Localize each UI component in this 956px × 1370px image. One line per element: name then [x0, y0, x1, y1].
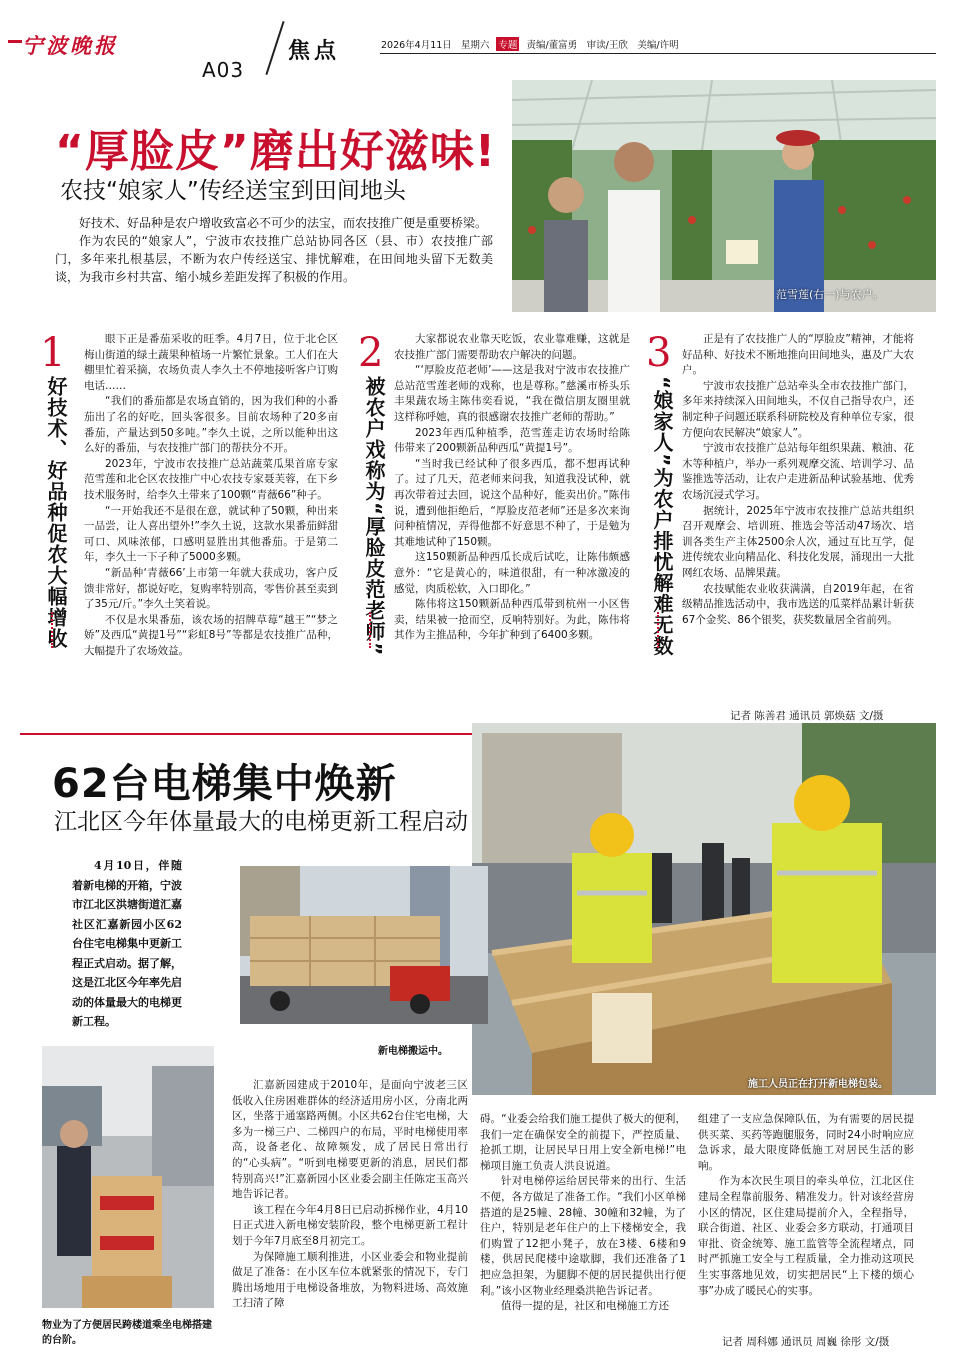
heading-dotted-rule — [355, 612, 371, 648]
body-paragraph: “‘厚脸皮范老师’——这是我对宁波市农技推广总站范雪莲老师的戏称，也是尊称。”慈溪市桥头乐丰果蔬农场主陈伟奕看说，“我在微信朋友圈里就这样称呼她，真的很感谢农技推广老师的帮助。” — [394, 364, 630, 423]
stairs-photo-caption: 物业为了方便居民跨楼道乘坐电梯搭建的台阶。 — [42, 1320, 212, 1346]
section-number: 2 — [358, 330, 384, 376]
lead-paragraph: 好技术、好品种是农户增收致富必不可少的法宝，而农技推广便是重要桥梁。 — [79, 216, 488, 230]
truck-photo-caption: 新电梯搬运中。 — [378, 1046, 448, 1057]
section-body — [84, 332, 338, 659]
body-paragraph: 作为本次民生项目的牵头单位，江北区住建局全程靠前服务、精准发力。针对该经营房小区的情况，区住建局提前介入，全程指导，联合街道、社区、业委会多方联动，打通项目审批、资金统筹、施工监管等全流程堵点，同时严抓施工安全与工程质量，全力推动这项民生实事落地见效，切实把居民“上下楼的烦心事”办成了暖民心的实事。 — [698, 1175, 914, 1297]
body-paragraph: 大家都说农业靠天吃饭，农业靠难赚，这就是农技推广部门需要帮助农户解决的问题。 — [394, 333, 630, 361]
body-paragraph: 组建了一支应急保障队伍，为有需要的居民提供买菜、买药等跑腿服务，同时24小时响应应急诉求，最大限度降低施工对居民生活的影响。 — [698, 1113, 914, 1172]
section-body — [682, 332, 914, 628]
body-paragraph: “新品种‘青薇66’上市第一年就大获成功，客户反馈非常好，都说好吃，复购率特别高，零售价甚至卖到了35元/斤。”李久土笑着说。 — [84, 566, 338, 611]
body-paragraph: 据统计，2025年宁波市农技推广总站共组织召开观摩会、培训班、推选会等活动47场次、培训各类生产主体2500余人次，通过互比互学，促进传统农业向精品化、科技化发展，涌现出一大批网红农场、品牌果蔬。 — [682, 504, 914, 579]
story2-byline: 记者 周科娜 通讯员 周巍 徐彤 文/摄 — [722, 1336, 890, 1348]
heading-dotted-rule — [643, 612, 659, 648]
stairs-photo — [42, 1046, 214, 1308]
greenhouse-photo-caption: 范雪莲(右一)与农户。 — [776, 288, 884, 301]
body-paragraph: 该工程在今年4月8日已启动拆梯作业，4月10日正式进入新电梯安装阶段，整个电梯更新工程计划于今年7月底至8月初完工。 — [232, 1203, 468, 1247]
header-info — [381, 37, 679, 51]
story2-lead: 4月10日，伴随着新电梯的开箱，宁波市江北区洪塘街道汇嘉社区汇嘉新园小区62台住宅电梯集中更新工程正式启动。据了解，这是江北区今年率先启动的体量最大的电梯更新工程。 — [72, 859, 182, 1028]
body-paragraph: “当时我已经试种了很多西瓜，都不想再试种了。过了几天，范老师来问我，知道我没试种，就再次带着过去回，说这个品种好，能卖出价。”陈伟说，遭到他拒绝后，“厚脸皮范老师”还是多次来询问种植情况，弄得他都不好意思不种了，于是勉为其难地试种了150颗。 — [394, 457, 630, 548]
body-paragraph: 眼下正是番茄采收的旺季。4月7日，位于北仑区梅山街道的绿土蔬果种植场一片繁忙景象。工人们在大棚里忙着采摘，农场负责人李久土不停地接听客户订购电话…… — [84, 333, 338, 392]
section-heading: “娘家人”为农户排忧解难无数 — [650, 376, 674, 657]
issue-date: 2026年4月11日 — [381, 40, 452, 51]
editor-line: 责编/董富勇 审读/王欣 美编/许明 — [526, 40, 679, 51]
body-paragraph: 宁波市农技推广总站每年组织果蔬、粮油、花木等种植户，举办一系列观摩交流、培训学习、品鉴推选等活动，让农户走进新品种试验基地、优秀农场沉浸式学习。 — [682, 442, 914, 501]
story2-column — [480, 1112, 686, 1315]
story2-subtitle: 江北区今年体量最大的电梯更新工程启动 — [54, 809, 468, 835]
body-paragraph: 农技赋能农业收获满满，自2019年起，在省级精品推选活动中，我市选送的瓜菜样品累计斩获67个金奖、86个银奖，获奖数量居全省前列。 — [682, 582, 914, 626]
body-paragraph: 汇嘉新园建成于2010年，是面向宁波老三区低收入住房困难群体的经济适用房小区，分南北两区，坐落于通塞路两侧。小区共62台住宅电梯，大多为一梯三户、二梯四户的布局，平时电梯使用率高，设备老化、故障频发，成了居民日常出行的“心头病”。“听到电梯要更新的消息，居民们都特别高兴!”汇嘉新园小区业委会副主任陈定玉高兴地告诉记者。 — [232, 1079, 468, 1201]
lead-paragraph: 作为农民的“娘家人”，宁波市农技推广总站协同各区（县、市）农技推广部门，多年来扎根基层，不断为农户传经送宝、排忧解难，在田间地头留下无数美谈，为我市乡村共富、缩小城乡差距发挥了积极的作用。 — [55, 234, 493, 284]
section-body — [394, 332, 630, 644]
story2-title: 62台电梯集中焕新 — [52, 761, 397, 807]
body-paragraph: 2023年，宁波市农技推广总站蔬菜瓜果首席专家范雪莲和北仑区农技推广中心农技专家聂芙蓉，在下乡技术服务时，给李久土带来了100颗“青薇66”种子。 — [84, 457, 338, 501]
body-paragraph: 碍。“业委会给我们施工提供了极大的便利，我们一定在确保安全的前提下，严控质量、抢抓工期，让居民早日用上安全新电梯!”电梯项目施工负责人洪良说道。 — [480, 1113, 686, 1172]
body-paragraph: 这150颗新品种西瓜长成后试吃，让陈伟颇感意外：“它是黄心的，味道很甜，有一种冰激凌的感觉，肉质松软，入口即化。” — [394, 551, 630, 595]
section-heading: 被农户戏称为“厚脸皮范老师” — [362, 376, 386, 657]
story1-title: “厚脸皮”磨出好滋味! — [55, 126, 496, 177]
workers-photo — [472, 723, 936, 1095]
workers-photo-caption: 施工人员正在打开新电梯包装。 — [748, 1079, 888, 1090]
greenhouse-photo — [512, 80, 936, 312]
header-slash — [265, 21, 284, 75]
section-number: 3 — [646, 330, 672, 376]
body-paragraph: “一开始我还不是很在意，就试种了50颗，种出来一品尝，让人喜出望外!”李久土说，这款水果番茄鲜甜可口、风味浓郁，口感明显胜出其他番茄。于是第二年，李久土一下子种了5000多颗。 — [84, 504, 338, 564]
body-paragraph: 值得一提的是，社区和电梯施工方还 — [501, 1300, 669, 1313]
body-paragraph: “我们的番茄都是农场直销的，因为我们种的小番茄出了名的好吃，回头客很多。目前农场种了20多亩番茄，产量达到50多吨。”李久土说，之所以能种出这么好的番茄，与农技推广部门的帮扶分不开。 — [84, 395, 338, 455]
logo-dash — [8, 40, 22, 43]
body-paragraph: 不仅是水果番茄，该农场的招牌草莓“越王”“梦之娇”及西瓜“黄提1号”“彩虹8号”等都是农技推广品种，大幅提升了农场效益。 — [84, 613, 338, 657]
story1-lead — [55, 214, 493, 286]
heading-dotted-rule — [37, 612, 53, 648]
section-heading: 好技术、好品种促农大幅增收 — [44, 376, 68, 649]
page-number: A03 — [202, 58, 245, 82]
story2-column — [698, 1112, 914, 1299]
body-paragraph: 陈伟将这150颗新品种西瓜带到杭州一小区售卖，结果被一抢而空，反响特别好。为此，陈伟将其作为主推品种，今年扩种到了6400多颗。 — [394, 598, 630, 642]
truck-photo — [240, 866, 488, 1024]
section-tag: 专题 — [496, 37, 519, 51]
section-name: 焦点 — [288, 39, 341, 64]
body-paragraph: 2023年西瓜种植季，范雪莲走访农场时给陈伟带来了200颗新品种西瓜“黄提1号”。 — [394, 426, 630, 455]
newspaper-logo: 宁波晚报 — [22, 33, 118, 58]
story1-subtitle: 农技“娘家人”传经送宝到田间地头 — [60, 178, 406, 204]
story1-byline: 记者 陈善君 通讯员 郭焕菇 文/摄 — [730, 710, 884, 722]
story2-column — [232, 1078, 468, 1312]
body-paragraph: 正是有了农技推广人的“厚脸皮”精神，才能将好品种、好技术不断地推向田间地头，惠及广大农户。 — [682, 333, 914, 377]
weekday: 星期六 — [460, 40, 490, 51]
header-rule — [380, 53, 936, 54]
body-paragraph: 针对电梯停运给居民带来的出行、生活不便，各方做足了准备工作。“我们小区单梯搭道的是25幢、28幢、30幢和32幢，为了住户，特别是老年住户的上下楼梯安全，我们购置了12把小凳子，放在3楼、6楼和9楼，供居民爬楼中途歇脚，我们还准备了1把应急担架，为腿脚不便的居民提供出行便利。”该小区物业经理桑洪艳告诉记者。 — [480, 1175, 686, 1297]
body-paragraph: 宁波市农技推广总站牵头全市农技推广部门，多年来持续深入田间地头，不仅自己指导农户，还制定种子问题还联系科研院校及育种单位专家，很方便向农民解决“娘家人”。 — [682, 379, 914, 439]
section-number: 1 — [40, 330, 66, 376]
body-paragraph: 为保障施工顺利推进，小区业委会和物业提前做足了准备：在小区车位本就紧张的情况下，专门腾出场地用于电梯设备堆放，为物料进场、高效施工扫清了障 — [232, 1250, 468, 1310]
